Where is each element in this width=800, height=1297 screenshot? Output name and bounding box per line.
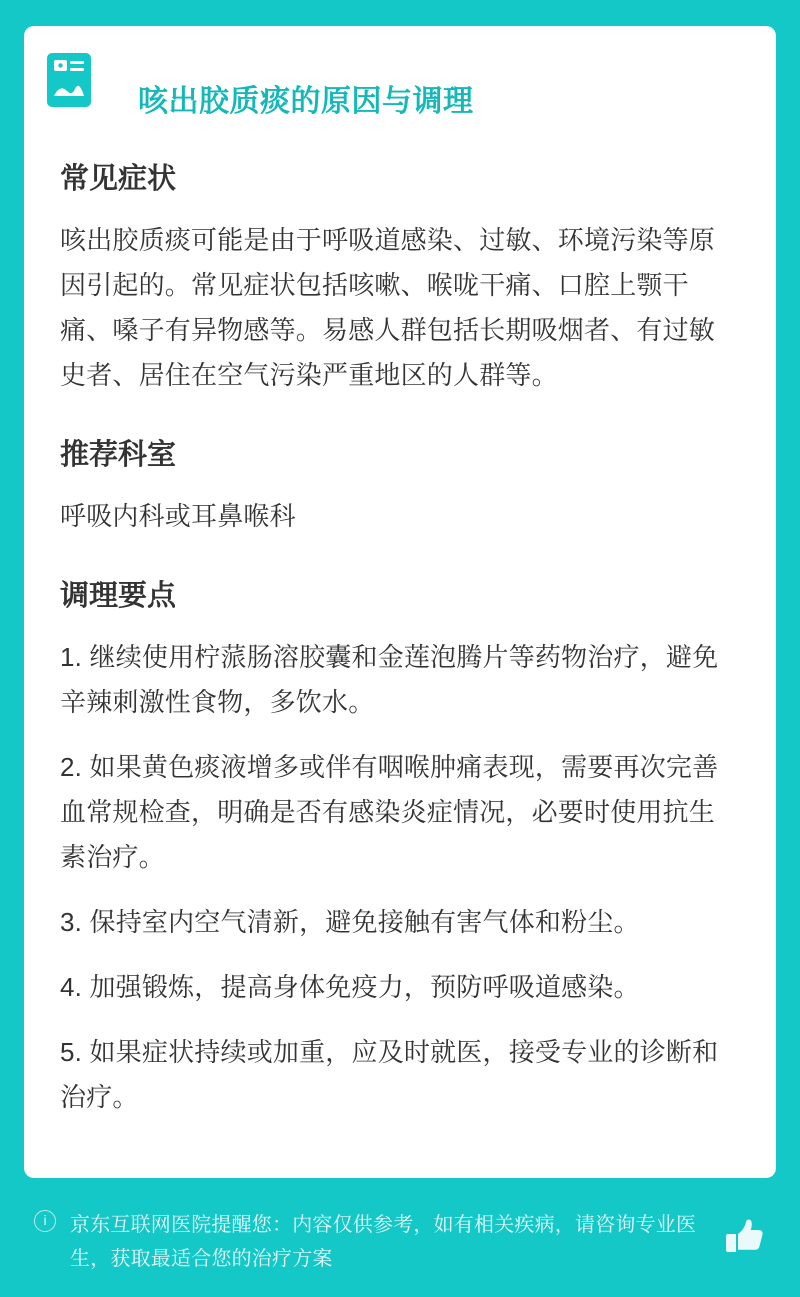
care-points-list — [60, 635, 740, 1120]
document-icon — [46, 52, 92, 108]
list-item: 1. 继续使用柠蒎肠溶胶囊和金莲泡腾片等药物治疗，避免辛辣刺激性食物，多饮水。 — [60, 642, 719, 717]
page-title: 咳出胶质痰的原因与调理 — [138, 85, 474, 118]
section-heading-symptoms: 常见症状 — [60, 163, 177, 195]
info-icon: i — [34, 1210, 56, 1232]
list-item: 2. 如果黄色痰液增多或伴有咽喉肿痛表现，需要再次完善血常规检查，明确是否有感染炎症情况，必要时使用抗生素治疗。 — [60, 752, 719, 872]
section-heading-department: 推荐科室 — [60, 439, 177, 471]
section-heading-care-points: 调理要点 — [60, 580, 177, 612]
section-text-department: 呼吸内科或耳鼻喉科 — [60, 501, 296, 531]
list-item: 5. 如果症状持续或加重，应及时就医，接受专业的诊断和治疗。 — [60, 1037, 719, 1112]
list-item: 3. 保持室内空气清新，避免接触有害气体和粉尘。 — [60, 907, 640, 937]
section-text-symptoms: 咳出胶质痰可能是由于呼吸道感染、过敏、环境污染等原因引起的。常见症状包括咳嗽、喉咙干痛、口腔上颚干痛、嗓子有异物感等。易感人群包括长期吸烟者、有过敏史者、居住在空气污染严重地区的人群等。 — [60, 225, 716, 390]
article-content — [60, 160, 740, 1120]
footer-disclaimer — [24, 1196, 776, 1286]
footer-text: 京东互联网医院提醒您：内容仅供参考，如有相关疾病，请咨询专业医生，获取最适合您的治疗方案 — [70, 1214, 697, 1270]
thumbs-up-icon[interactable] — [722, 1214, 766, 1258]
article-card — [24, 26, 776, 1178]
list-item: 4. 加强锻炼，提高身体免疫力，预防呼吸道感染。 — [60, 972, 640, 1002]
